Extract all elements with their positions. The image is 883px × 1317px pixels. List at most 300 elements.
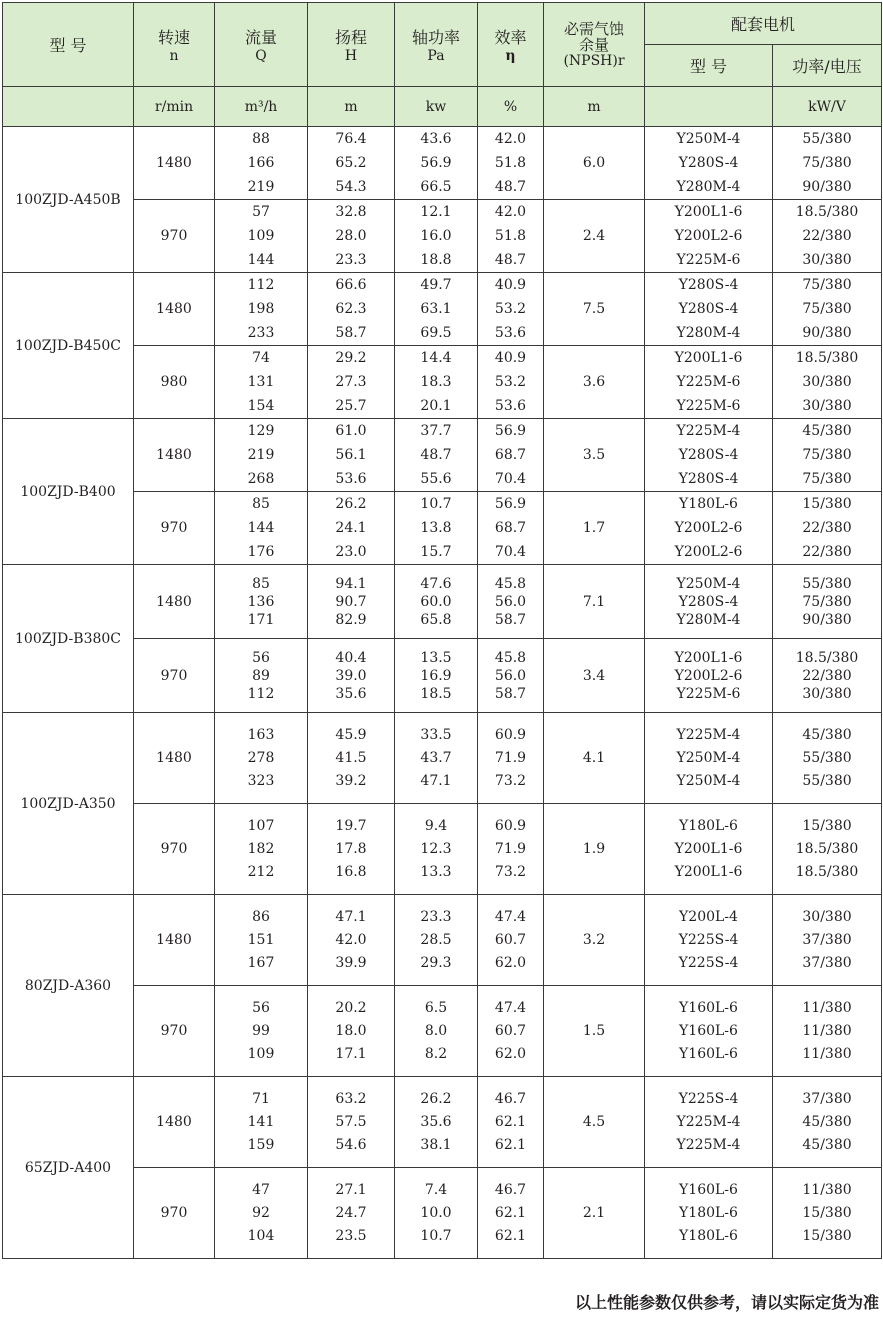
col-power-value: 13.3: [420, 863, 452, 880]
col-motor-power-value: 11/380: [802, 1045, 852, 1062]
col-motor-model-value: Y225S-4: [678, 1090, 739, 1107]
col-flow-value: 323: [247, 772, 275, 789]
col-eff-cell: [478, 1168, 544, 1259]
col-power-value: 10.0: [420, 1204, 452, 1221]
col-head-value: 63.2: [335, 1090, 367, 1107]
col-head-value: 17.1: [335, 1045, 367, 1062]
col-flow-cell: [215, 1077, 308, 1168]
col-motor-power-value: 37/380: [802, 954, 852, 971]
col-power-value: 48.7: [420, 447, 452, 463]
col-header-head: 扬程 H: [308, 3, 395, 87]
col-motor-model-value: Y200L1-6: [674, 204, 743, 220]
col-head-value: 17.8: [335, 840, 367, 857]
speed-cell: 1480: [134, 273, 215, 346]
col-flow-cell: [215, 713, 308, 804]
col-flow-value: 182: [247, 840, 275, 857]
col-motor-power-value: 75/380: [802, 593, 852, 610]
speed-cell: 970: [134, 492, 215, 565]
col-flow-value: 112: [247, 685, 275, 702]
col-motor-model-value: Y160L-6: [679, 1022, 738, 1039]
col-power-value: 28.5: [420, 931, 452, 948]
col-eff-value: 60.7: [494, 931, 527, 948]
speed-cell: 1480: [134, 895, 215, 986]
col-eff-value: 42.0: [494, 204, 527, 220]
col-motor-power-value: 30/380: [802, 374, 852, 390]
unit-motor-model: [645, 87, 773, 127]
col-flow-value: 268: [247, 471, 275, 487]
col-motor-model-value: Y280M-4: [676, 611, 741, 628]
col-power-value: 12.3: [420, 840, 452, 857]
col-eff-value: 51.8: [494, 155, 527, 171]
col-power-value: 10.7: [420, 1227, 452, 1244]
col-motor-model-value: Y200L1-6: [674, 350, 743, 366]
col-eff-value: 56.9: [494, 496, 527, 512]
col-flow-value: 112: [247, 277, 275, 293]
col-motor-power-cell: [773, 895, 882, 986]
col-flow-cell: [215, 804, 308, 895]
col-motor-power-value: 90/380: [802, 611, 852, 628]
col-motor-model-value: Y225M-6: [676, 374, 741, 390]
col-eff-value: 70.4: [494, 544, 527, 560]
col-motor-model-value: Y180L-6: [679, 1204, 738, 1221]
pump-model-cell: 100ZJD-A450B: [3, 127, 134, 273]
col-power-value: 9.4: [424, 817, 448, 834]
col-eff-cell: [478, 127, 544, 200]
col-motor-power-value: 30/380: [802, 685, 852, 702]
table-row: [3, 639, 882, 713]
col-flow-cell: [215, 492, 308, 565]
col-motor-power-value: 11/380: [802, 1022, 852, 1039]
col-eff-cell: [478, 804, 544, 895]
col-power-value: 8.2: [424, 1045, 448, 1062]
col-head-value: 57.5: [335, 1113, 367, 1130]
col-power-value: 37.7: [420, 423, 452, 439]
speed-cell: 970: [134, 1168, 215, 1259]
col-power-value: 13.5: [420, 649, 452, 666]
npsh-cell: 6.0: [544, 127, 645, 200]
col-head-cell: [308, 986, 395, 1077]
col-power-value: 16.0: [420, 228, 452, 244]
col-power-cell: [395, 127, 478, 200]
col-flow-value: 233: [247, 325, 275, 341]
col-eff-value: 45.8: [494, 575, 527, 592]
col-head-value: 29.2: [335, 350, 367, 366]
col-motor-power-value: 37/380: [802, 1090, 852, 1107]
col-motor-power-value: 30/380: [802, 252, 852, 268]
unit-flow: m³/h: [215, 87, 308, 127]
col-eff-cell: [478, 492, 544, 565]
col-head-cell: [308, 273, 395, 346]
col-flow-cell: [215, 127, 308, 200]
col-power-value: 18.5: [420, 685, 452, 702]
col-motor-model-cell: [645, 986, 773, 1077]
col-eff-value: 62.0: [494, 954, 527, 971]
col-eff-value: 62.1: [494, 1227, 527, 1244]
col-motor-power-value: 11/380: [802, 999, 852, 1016]
speed-cell: 970: [134, 986, 215, 1077]
col-flow-cell: [215, 273, 308, 346]
col-motor-power-value: 22/380: [802, 667, 852, 684]
col-power-value: 13.8: [420, 520, 452, 536]
col-motor-model-value: Y160L-6: [679, 1181, 738, 1198]
col-flow-value: 159: [247, 1136, 275, 1153]
col-flow-value: 109: [247, 1045, 275, 1062]
col-head-value: 26.2: [335, 496, 367, 512]
col-power-value: 18.8: [420, 252, 452, 268]
col-flow-value: 99: [252, 1022, 270, 1039]
col-flow-cell: [215, 986, 308, 1077]
col-power-value: 38.1: [420, 1136, 452, 1153]
col-power-value: 6.5: [424, 999, 448, 1016]
col-motor-model-value: Y225M-4: [676, 1113, 741, 1130]
col-head-value: 56.1: [335, 447, 367, 463]
table-row: [3, 565, 882, 639]
col-motor-model-value: Y225M-4: [676, 1136, 741, 1153]
col-eff-value: 68.7: [494, 520, 527, 536]
col-head-value: 39.2: [335, 772, 367, 789]
col-motor-power-value: 75/380: [802, 471, 852, 487]
col-head-value: 90.7: [335, 593, 367, 610]
unit-motor-power: kW/V: [773, 87, 882, 127]
col-eff-value: 48.7: [494, 179, 527, 195]
col-flow-value: 141: [247, 1113, 275, 1130]
col-flow-value: 171: [247, 611, 275, 628]
col-motor-power-value: 75/380: [802, 277, 852, 293]
col-power-cell: [395, 713, 478, 804]
col-flow-value: 163: [247, 726, 275, 743]
col-head-value: 62.3: [335, 301, 367, 317]
col-motor-model-value: Y280S-4: [678, 277, 739, 293]
col-flow-value: 198: [247, 301, 275, 317]
table-row: [3, 200, 882, 273]
npsh-cell: 7.1: [544, 565, 645, 639]
col-head-value: 27.3: [335, 374, 367, 390]
col-power-value: 12.1: [420, 204, 452, 220]
col-eff-value: 73.2: [494, 863, 527, 880]
npsh-cell: 1.9: [544, 804, 645, 895]
col-eff-value: 71.9: [494, 840, 527, 857]
col-head-value: 45.9: [335, 726, 367, 743]
col-power-cell: [395, 1168, 478, 1259]
col-flow-cell: [215, 565, 308, 639]
col-flow-cell: [215, 419, 308, 492]
col-header-power: 轴功率 Pa: [395, 3, 478, 87]
col-head-value: 66.6: [335, 277, 367, 293]
col-power-value: 23.3: [420, 908, 452, 925]
col-flow-value: 131: [247, 374, 275, 390]
col-motor-power-value: 18.5/380: [795, 649, 859, 666]
col-head-cell: [308, 1168, 395, 1259]
col-power-cell: [395, 346, 478, 419]
col-head-cell: [308, 346, 395, 419]
col-head-value: 61.0: [335, 423, 367, 439]
col-flow-value: 144: [247, 520, 275, 536]
col-head-cell: [308, 895, 395, 986]
col-motor-power-cell: [773, 1168, 882, 1259]
col-motor-power-value: 18.5/380: [795, 350, 859, 366]
col-header-model: 型 号: [3, 3, 134, 87]
col-motor-model-cell: [645, 200, 773, 273]
col-flow-value: 88: [252, 131, 270, 147]
col-flow-cell: [215, 346, 308, 419]
speed-cell: 1480: [134, 419, 215, 492]
col-power-value: 69.5: [420, 325, 452, 341]
col-eff-value: 70.4: [494, 471, 527, 487]
col-motor-power-value: 90/380: [802, 179, 852, 195]
col-motor-power-value: 22/380: [802, 228, 852, 244]
col-power-cell: [395, 804, 478, 895]
npsh-cell: 1.7: [544, 492, 645, 565]
col-flow-value: 167: [247, 954, 275, 971]
col-power-value: 60.0: [420, 593, 452, 610]
col-motor-power-cell: [773, 419, 882, 492]
pump-model-cell: 80ZJD-A360: [3, 895, 134, 1077]
table-row: [3, 1077, 882, 1168]
col-eff-value: 45.8: [494, 649, 527, 666]
col-power-value: 65.8: [420, 611, 452, 628]
col-head-value: 58.7: [335, 325, 367, 341]
col-power-value: 26.2: [420, 1090, 452, 1107]
unit-speed: r/min: [134, 87, 215, 127]
col-flow-value: 56: [252, 649, 270, 666]
col-head-cell: [308, 200, 395, 273]
pump-model-cell: 100ZJD-B400: [3, 419, 134, 565]
col-head-cell: [308, 419, 395, 492]
col-eff-value: 51.8: [494, 228, 527, 244]
col-motor-model-value: Y225M-6: [676, 685, 741, 702]
col-motor-model-cell: [645, 419, 773, 492]
col-head-value: 23.0: [335, 544, 367, 560]
col-motor-model-value: Y200L2-6: [674, 544, 743, 560]
col-eff-cell: [478, 895, 544, 986]
speed-cell: 970: [134, 200, 215, 273]
col-power-cell: [395, 1077, 478, 1168]
col-head-cell: [308, 804, 395, 895]
col-eff-cell: [478, 986, 544, 1077]
col-motor-power-value: 15/380: [802, 496, 852, 512]
col-head-value: 18.0: [335, 1022, 367, 1039]
col-motor-model-value: Y280M-4: [676, 325, 741, 341]
col-motor-power-value: 55/380: [802, 575, 852, 592]
col-eff-value: 56.0: [494, 667, 527, 684]
col-head-value: 41.5: [335, 749, 367, 766]
col-motor-power-value: 45/380: [802, 423, 852, 439]
col-power-cell: [395, 565, 478, 639]
col-motor-power-value: 45/380: [802, 1113, 852, 1130]
col-motor-model-value: Y225M-4: [676, 726, 741, 743]
col-flow-cell: [215, 200, 308, 273]
col-header-flow: 流量 Q: [215, 3, 308, 87]
col-eff-value: 40.9: [494, 350, 527, 366]
col-motor-model-value: Y280M-4: [676, 179, 741, 195]
col-motor-power-value: 15/380: [802, 1204, 852, 1221]
col-motor-model-value: Y280S-4: [678, 447, 739, 463]
col-head-value: 27.1: [335, 1181, 367, 1198]
unit-head: m: [308, 87, 395, 127]
col-flow-value: 176: [247, 544, 275, 560]
col-flow-value: 85: [252, 496, 270, 512]
col-flow-cell: [215, 895, 308, 986]
col-motor-power-cell: [773, 986, 882, 1077]
footnote: 以上性能参数仅供参考，请以实际定货为准: [574, 1293, 879, 1312]
col-power-value: 16.9: [420, 667, 452, 684]
col-power-value: 14.4: [420, 350, 452, 366]
col-motor-power-value: 75/380: [802, 447, 852, 463]
col-power-value: 15.7: [420, 544, 452, 560]
col-head-cell: [308, 639, 395, 713]
col-power-value: 7.4: [424, 1181, 448, 1198]
col-motor-model-value: Y200L1-6: [674, 840, 743, 857]
col-eff-value: 53.6: [494, 325, 527, 341]
col-motor-model-value: Y225S-4: [678, 954, 739, 971]
col-motor-model-value: Y280S-4: [678, 301, 739, 317]
col-motor-model-value: Y180L-6: [679, 496, 738, 512]
col-motor-power-cell: [773, 1077, 882, 1168]
col-motor-power-cell: [773, 346, 882, 419]
col-flow-value: 104: [247, 1227, 275, 1244]
col-power-value: 56.9: [420, 155, 452, 171]
col-motor-model-cell: [645, 273, 773, 346]
col-motor-model-value: Y280S-4: [678, 593, 739, 610]
col-flow-value: 166: [247, 155, 275, 171]
col-eff-value: 53.2: [494, 301, 527, 317]
col-motor-model-value: Y200L1-6: [674, 649, 743, 666]
col-power-cell: [395, 986, 478, 1077]
col-head-cell: [308, 565, 395, 639]
col-motor-model-value: Y160L-6: [679, 999, 738, 1016]
col-flow-value: 219: [247, 447, 275, 463]
col-flow-value: 71: [252, 1090, 270, 1107]
col-power-value: 35.6: [420, 1113, 452, 1130]
col-power-cell: [395, 419, 478, 492]
col-eff-value: 62.1: [494, 1204, 527, 1221]
col-motor-model-value: Y280S-4: [678, 471, 739, 487]
col-motor-power-value: 30/380: [802, 908, 852, 925]
col-motor-model-cell: [645, 1077, 773, 1168]
table-row: [3, 346, 882, 419]
col-motor-power-cell: [773, 804, 882, 895]
col-power-value: 8.0: [424, 1022, 448, 1039]
col-header-motor-model: 型 号: [645, 45, 773, 87]
table-row: [3, 419, 882, 492]
col-header-speed: 转速 n: [134, 3, 215, 87]
col-power-value: 63.1: [420, 301, 452, 317]
col-power-value: 43.6: [420, 131, 452, 147]
col-motor-model-cell: [645, 639, 773, 713]
col-head-cell: [308, 492, 395, 565]
col-head-value: 35.6: [335, 685, 367, 702]
col-motor-model-value: Y225M-4: [676, 423, 741, 439]
col-motor-model-value: Y180L-6: [679, 1227, 738, 1244]
col-motor-power-cell: [773, 565, 882, 639]
table-body: [3, 127, 882, 1259]
col-head-value: 54.6: [335, 1136, 367, 1153]
speed-cell: 1480: [134, 713, 215, 804]
col-motor-power-value: 45/380: [802, 1136, 852, 1153]
col-head-value: 23.3: [335, 252, 367, 268]
unit-power: kw: [395, 87, 478, 127]
col-eff-value: 73.2: [494, 772, 527, 789]
col-flow-value: 136: [247, 593, 275, 610]
col-eff-value: 42.0: [494, 131, 527, 147]
col-power-value: 47.6: [420, 575, 452, 592]
col-motor-model-value: Y250M-4: [676, 575, 741, 592]
table-row: [3, 895, 882, 986]
col-power-value: 66.5: [420, 179, 452, 195]
col-motor-model-cell: [645, 713, 773, 804]
col-motor-power-value: 15/380: [802, 1227, 852, 1244]
header-row-1: [3, 3, 882, 45]
col-motor-model-value: Y225M-6: [676, 398, 741, 414]
col-eff-value: 40.9: [494, 277, 527, 293]
speed-cell: 970: [134, 804, 215, 895]
col-motor-model-value: Y225M-6: [676, 252, 741, 268]
col-eff-value: 58.7: [494, 685, 527, 702]
npsh-cell: 4.5: [544, 1077, 645, 1168]
col-power-value: 10.7: [420, 496, 452, 512]
col-motor-model-cell: [645, 895, 773, 986]
npsh-cell: 2.4: [544, 200, 645, 273]
col-eff-value: 47.4: [494, 999, 527, 1016]
col-eff-cell: [478, 565, 544, 639]
col-motor-power-cell: [773, 713, 882, 804]
col-head-value: 53.6: [335, 471, 367, 487]
col-motor-model-cell: [645, 1168, 773, 1259]
col-motor-model-value: Y250M-4: [676, 772, 741, 789]
speed-cell: 1480: [134, 565, 215, 639]
npsh-cell: 3.4: [544, 639, 645, 713]
col-motor-model-cell: [645, 565, 773, 639]
col-eff-value: 60.7: [494, 1022, 527, 1039]
col-motor-power-value: 22/380: [802, 520, 852, 536]
col-header-motor: 配套电机: [645, 3, 882, 45]
pump-model-cell: 100ZJD-B380C: [3, 565, 134, 713]
npsh-cell: 3.6: [544, 346, 645, 419]
col-head-value: 24.1: [335, 520, 367, 536]
col-header-motor-power: 功率/电压: [773, 45, 882, 87]
col-motor-model-value: Y250M-4: [676, 749, 741, 766]
col-motor-power-value: 37/380: [802, 931, 852, 948]
col-flow-value: 56: [252, 999, 270, 1016]
col-head-value: 39.0: [335, 667, 367, 684]
col-motor-power-value: 30/380: [802, 398, 852, 414]
col-motor-model-value: Y280S-4: [678, 155, 739, 171]
col-power-cell: [395, 273, 478, 346]
speed-cell: 1480: [134, 1077, 215, 1168]
table-row: [3, 986, 882, 1077]
col-flow-value: 154: [247, 398, 275, 414]
col-head-value: 54.3: [335, 179, 367, 195]
pump-model-cell: 100ZJD-B450C: [3, 273, 134, 419]
table-row: [3, 713, 882, 804]
col-motor-power-value: 55/380: [802, 772, 852, 789]
col-motor-power-cell: [773, 200, 882, 273]
table-row: [3, 1168, 882, 1259]
col-eff-value: 68.7: [494, 447, 527, 463]
col-power-value: 18.3: [420, 374, 452, 390]
col-head-cell: [308, 127, 395, 200]
col-motor-model-value: Y200L-4: [679, 908, 738, 925]
col-eff-value: 53.6: [494, 398, 527, 414]
col-eff-cell: [478, 713, 544, 804]
unit-model: [3, 87, 134, 127]
col-eff-cell: [478, 273, 544, 346]
col-head-cell: [308, 1077, 395, 1168]
col-eff-cell: [478, 639, 544, 713]
col-head-value: 42.0: [335, 931, 367, 948]
col-flow-value: 92: [252, 1204, 270, 1221]
col-eff-value: 60.9: [494, 817, 527, 834]
